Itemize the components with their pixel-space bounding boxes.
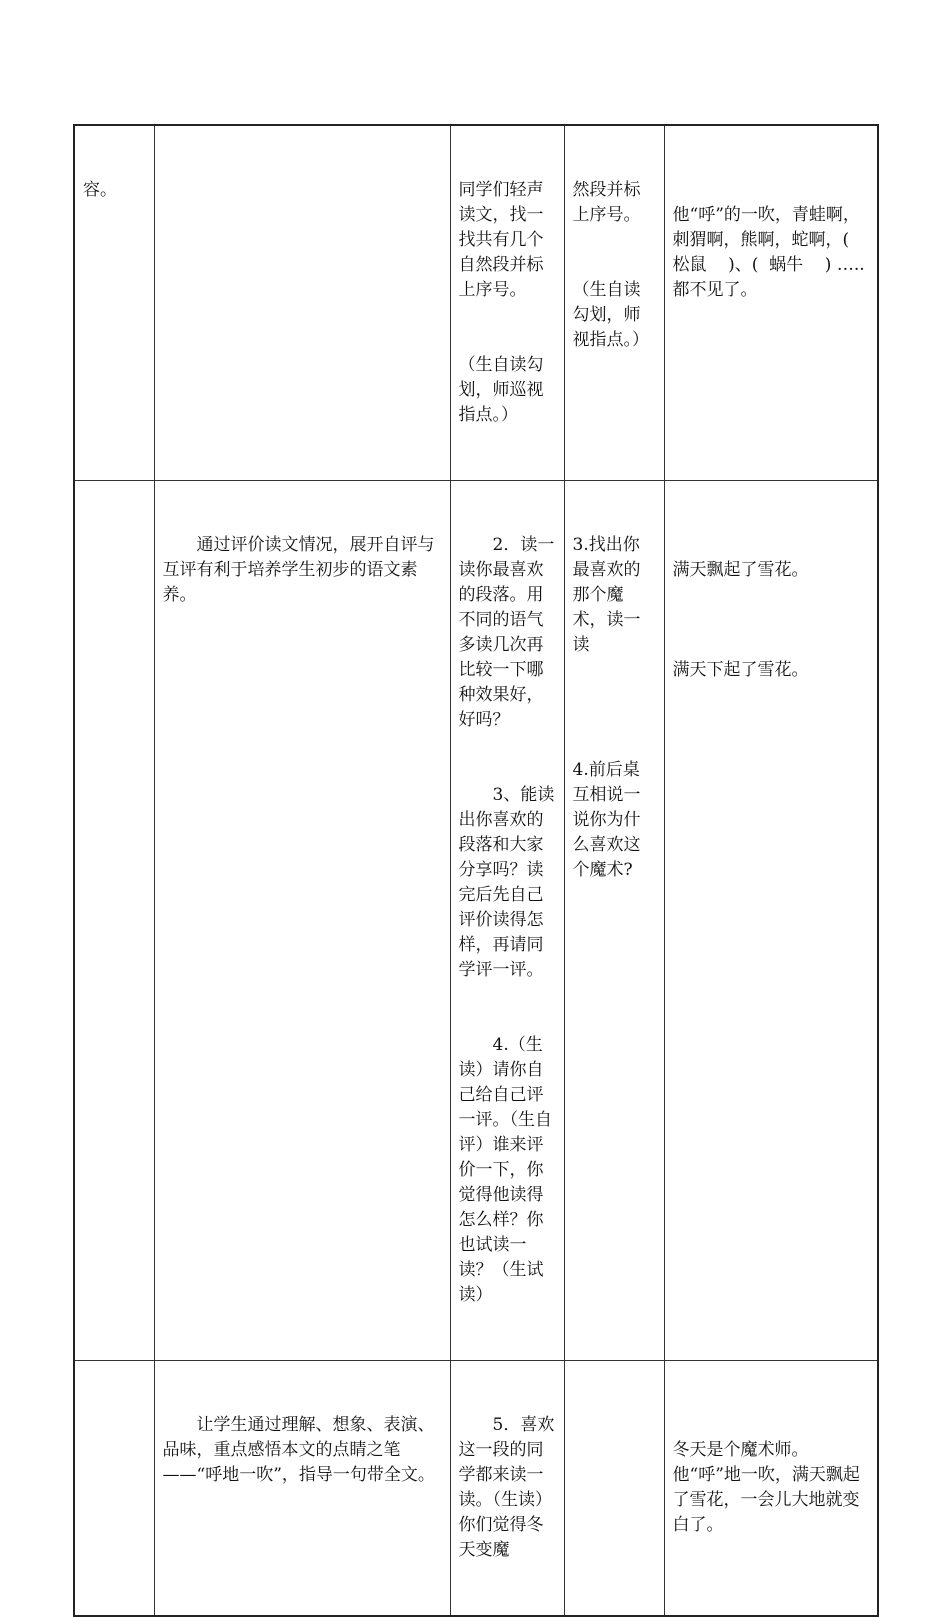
board-text: 满天飘起了雪花。 bbox=[672, 560, 809, 580]
student-activity-text: 3.找出你最喜欢的那个魔术，读一读 bbox=[572, 535, 641, 655]
teacher-activity-text: 4.（生读）请你自己给自己评一评。（生自评）谁来评价一下，你觉得他读得怎么样？你也试读一读？（生试读） bbox=[458, 1035, 552, 1305]
board-text: 他“呼”的一吹，青蛙啊，刺猬啊，熊啊，蛇啊，( 松鼠 )、( 蜗牛 ) ….. 都不见了。 bbox=[672, 205, 871, 300]
board-cell bbox=[664, 1361, 878, 1617]
teacher-activity-text: 同学们轻声读文，找一找共有几个自然段并标上序号。 bbox=[458, 180, 544, 300]
board-cell bbox=[664, 125, 878, 481]
board-text: 满天下起了雪花。 bbox=[672, 660, 809, 680]
teacher-activity-text: （生自读勾划，师巡视指点。） bbox=[458, 355, 544, 425]
student-activity-cell bbox=[564, 481, 664, 1361]
step-cell bbox=[74, 481, 154, 1361]
teacher-activity-cell bbox=[450, 481, 564, 1361]
step-text: 容。 bbox=[83, 180, 117, 200]
goal-cell bbox=[154, 125, 450, 481]
table-row bbox=[74, 125, 878, 481]
step-cell bbox=[74, 1361, 154, 1617]
goal-cell bbox=[154, 481, 450, 1361]
student-activity-cell bbox=[564, 125, 664, 481]
goal-text: 让学生通过理解、想象、表演、品味，重点感悟本文的点睛之笔——“呼地一吹”，指导一句带全文。 bbox=[162, 1415, 435, 1485]
lesson-plan-table bbox=[73, 124, 879, 1617]
board-cell bbox=[664, 481, 878, 1361]
student-activity-text: 然段并标上序号。 bbox=[572, 180, 641, 225]
student-activity-text: （生自读勾划，师视指点。） bbox=[572, 280, 649, 350]
teacher-activity-text: 2．读一读你最喜欢的段落。用不同的语气多读几次再比较一下哪种效果好，好吗？ bbox=[458, 535, 555, 730]
teacher-activity-cell bbox=[450, 1361, 564, 1617]
table-row bbox=[74, 481, 878, 1361]
goal-text: 通过评价读文情况，展开自评与互评有利于培养学生初步的语文素养。 bbox=[162, 535, 435, 605]
teacher-activity-cell bbox=[450, 125, 564, 481]
teacher-activity-text: 3、能读出你喜欢的段落和大家分享吗？读完后先自己评价读得怎样，再请同学评一评。 bbox=[458, 785, 555, 980]
step-cell bbox=[74, 125, 154, 481]
student-activity-cell bbox=[564, 1361, 664, 1617]
student-activity-text: 4.前后桌互相说一说你为什么喜欢这个魔术? bbox=[572, 760, 641, 880]
goal-cell bbox=[154, 1361, 450, 1617]
table-row bbox=[74, 1361, 878, 1617]
board-text: 冬天是个魔术师。他“呼”地一吹，满天飘起了雪花，一会儿大地就变白了。 bbox=[672, 1440, 860, 1535]
teacher-activity-text: 5．喜欢这一段的同学都来读一读。（生读）你们觉得冬天变魔 bbox=[458, 1415, 555, 1560]
